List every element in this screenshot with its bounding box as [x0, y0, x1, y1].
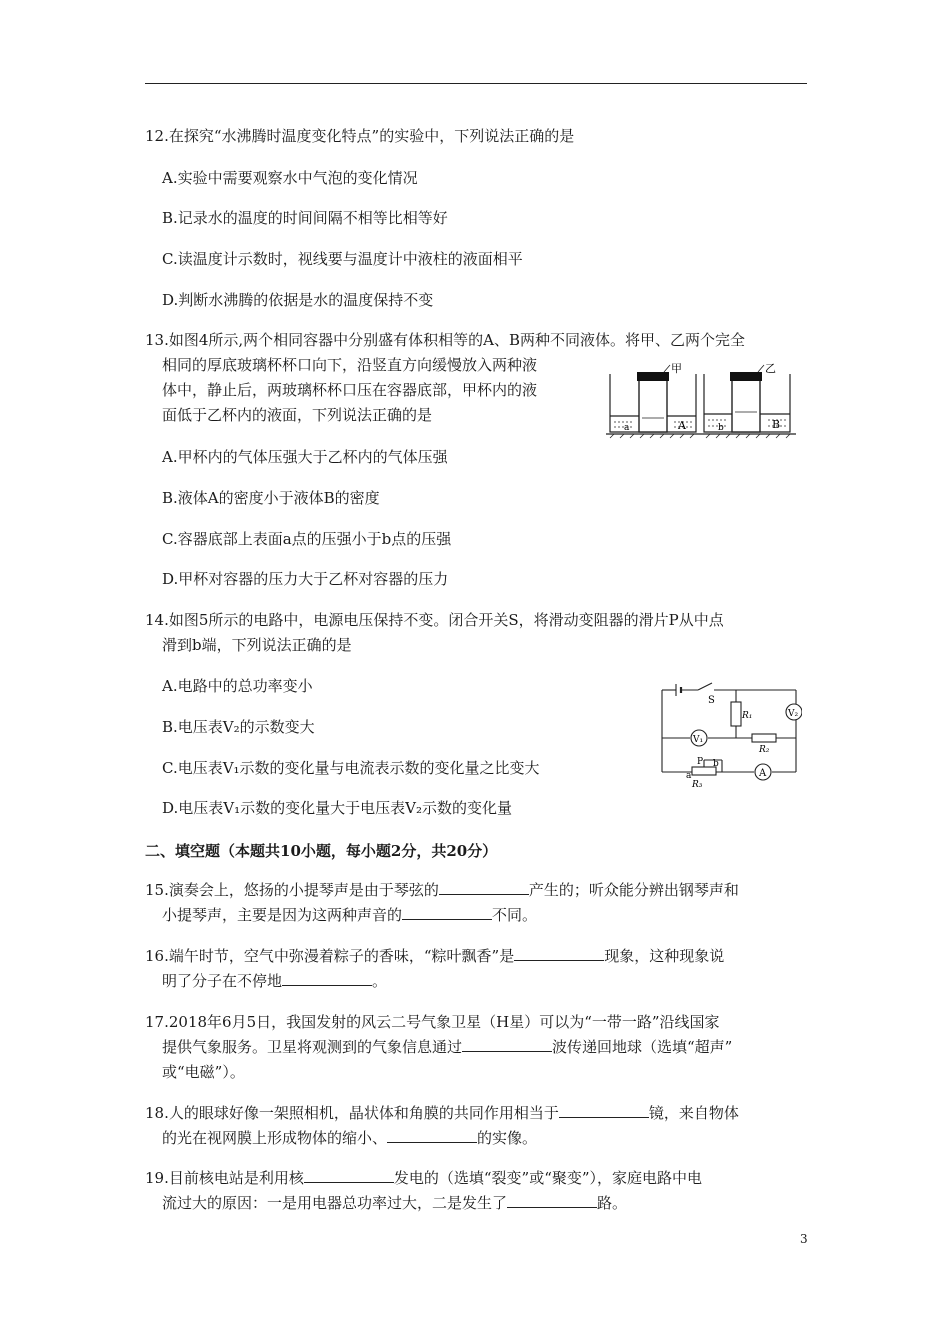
q18-text-a: 18.人的眼球好像一架照相机，晶状体和角膜的共同作用相当于	[145, 1104, 559, 1122]
q16-line1	[145, 944, 724, 969]
label-v1: V₁	[693, 735, 704, 745]
section-2-title: 二、填空题（本题共10小题，每小题2分，共20分）	[145, 842, 498, 860]
label-liquid-a: A	[678, 419, 686, 432]
q15-text-c: 小提琴声，主要是因为这两种声音的	[162, 906, 403, 924]
q12-option-c: C.读温度计示数时，视线要与温度计中液柱的液面相平	[162, 250, 523, 268]
q12-option-a: A.实验中需要观察水中气泡的变化情况	[162, 169, 418, 187]
label-v2: V₂	[788, 709, 799, 719]
q15-blank-1[interactable]	[439, 879, 529, 895]
q16-blank-2[interactable]	[282, 970, 372, 986]
q16-text-c: 明了分子在不停地	[162, 972, 283, 990]
q16-text-a: 16.端午时节，空气中弥漫着粽子的香味，“粽叶飘香”是	[145, 947, 515, 965]
q17-line1: 17.2018年6月5日，我国发射的风云二号气象卫星（H星）可以为“一带一路”沿线国家	[145, 1013, 720, 1031]
q15-blank-2[interactable]	[402, 904, 492, 920]
q18-text-c: 的光在视网膜上形成物体的缩小、	[162, 1129, 388, 1147]
label-yi: 乙	[765, 362, 776, 375]
q13-stem-line3: 体中，静止后，两玻璃杯杯口压在容器底部，甲杯内的液	[162, 381, 538, 399]
label-switch: S	[708, 695, 715, 706]
figure-4-containers	[606, 360, 796, 440]
q18-blank-2[interactable]	[387, 1127, 477, 1143]
label-jia: 甲	[671, 362, 682, 375]
q19-text-c: 流过大的原因：一是用电器总功率过大，二是发生了	[162, 1194, 508, 1212]
q17-text-b: 波传递回地球（选填“超声”	[552, 1038, 733, 1056]
q15-text-b: 产生的；听众能分辨出钢琴声和	[528, 881, 739, 899]
header-rule	[145, 83, 807, 84]
label-point-b: b	[718, 423, 724, 433]
q17-line2	[162, 1035, 732, 1060]
label-end-a: a	[686, 771, 692, 781]
q16-blank-1[interactable]	[514, 945, 604, 961]
q12-stem: 12.在探究“水沸腾时温度变化特点”的实验中，下列说法正确的是	[145, 127, 575, 145]
q14-option-a: A.电路中的总功率变小	[162, 677, 313, 695]
label-liquid-b: B	[772, 418, 781, 431]
q19-blank-1[interactable]	[304, 1167, 394, 1183]
q14-stem-line2: 滑到b端，下列说法正确的是	[162, 636, 352, 654]
label-r3: R₃	[692, 780, 703, 790]
q14-option-d: D.电压表V₁示数的变化量大于电压表V₂示数的变化量	[162, 799, 512, 817]
q17-blank-1[interactable]	[462, 1036, 552, 1052]
q19-line1	[145, 1166, 702, 1191]
label-r2: R₂	[759, 745, 770, 755]
q16-text-d: 。	[372, 972, 388, 990]
q15-text-d: 不同。	[492, 906, 538, 924]
q12-option-b: B.记录水的温度的时间间隔不相等比相等好	[162, 209, 448, 227]
q16-text-b: 现象，这种现象说	[604, 947, 725, 965]
q13-option-d: D.甲杯对容器的压力大于乙杯对容器的压力	[162, 570, 449, 588]
q13-stem-line2: 相同的厚底玻璃杯杯口向下，沿竖直方向缓慢放入两种液	[162, 356, 538, 374]
q14-option-c: C.电压表V₁示数的变化量与电流表示数的变化量之比变大	[162, 759, 540, 777]
q19-line2	[162, 1191, 627, 1216]
q14-option-b: B.电压表V₂的示数变大	[162, 718, 315, 736]
q18-text-b: 镜，来自物体	[648, 1104, 739, 1122]
page-number: 3	[800, 1232, 808, 1246]
figure-5-circuit	[656, 680, 802, 792]
q13-option-c: C.容器底部上表面a点的压强小于b点的压强	[162, 530, 452, 548]
q19-blank-2[interactable]	[507, 1192, 597, 1208]
label-r1: R₁	[742, 711, 753, 721]
q15-text-a: 15.演奏会上，悠扬的小提琴声是由于琴弦的	[145, 881, 439, 899]
q17-line3: 或“电磁”）。	[162, 1063, 245, 1081]
q12-option-d: D.判断水沸腾的依据是水的温度保持不变	[162, 291, 434, 309]
q17-text-a: 提供气象服务。卫星将观测到的气象信息通过	[162, 1038, 463, 1056]
q13-stem-line4: 面低于乙杯内的液面，下列说法正确的是	[162, 406, 433, 424]
q15-line1	[145, 878, 739, 903]
q18-line2	[162, 1126, 537, 1151]
label-ammeter: A	[759, 768, 767, 779]
q13-option-a: A.甲杯内的气体压强大于乙杯内的气体压强	[162, 448, 448, 466]
label-end-b: b	[713, 759, 719, 769]
label-slider-p: P	[697, 757, 704, 767]
q18-blank-1[interactable]	[559, 1102, 649, 1118]
q13-option-b: B.液体A的密度小于液体B的密度	[162, 489, 380, 507]
q13-stem-line1: 13.如图4所示,两个相同容器中分别盛有体积相等的A、B两种不同液体。将甲、乙两个完全	[145, 331, 746, 349]
label-point-a: a	[624, 423, 630, 433]
q19-text-b: 发电的（选填“裂变”或“聚变”），家庭电路中电	[393, 1169, 703, 1187]
q18-text-d: 的实像。	[477, 1129, 538, 1147]
q14-stem-line1: 14.如图5所示的电路中，电源电压保持不变。闭合开关S，将滑动变阻器的滑片P从中点	[145, 611, 724, 629]
q15-line2	[162, 903, 537, 928]
q19-text-a: 19.目前核电站是利用核	[145, 1169, 304, 1187]
q16-line2	[162, 969, 387, 994]
q18-line1	[145, 1101, 739, 1126]
q19-text-d: 路。	[597, 1194, 628, 1212]
